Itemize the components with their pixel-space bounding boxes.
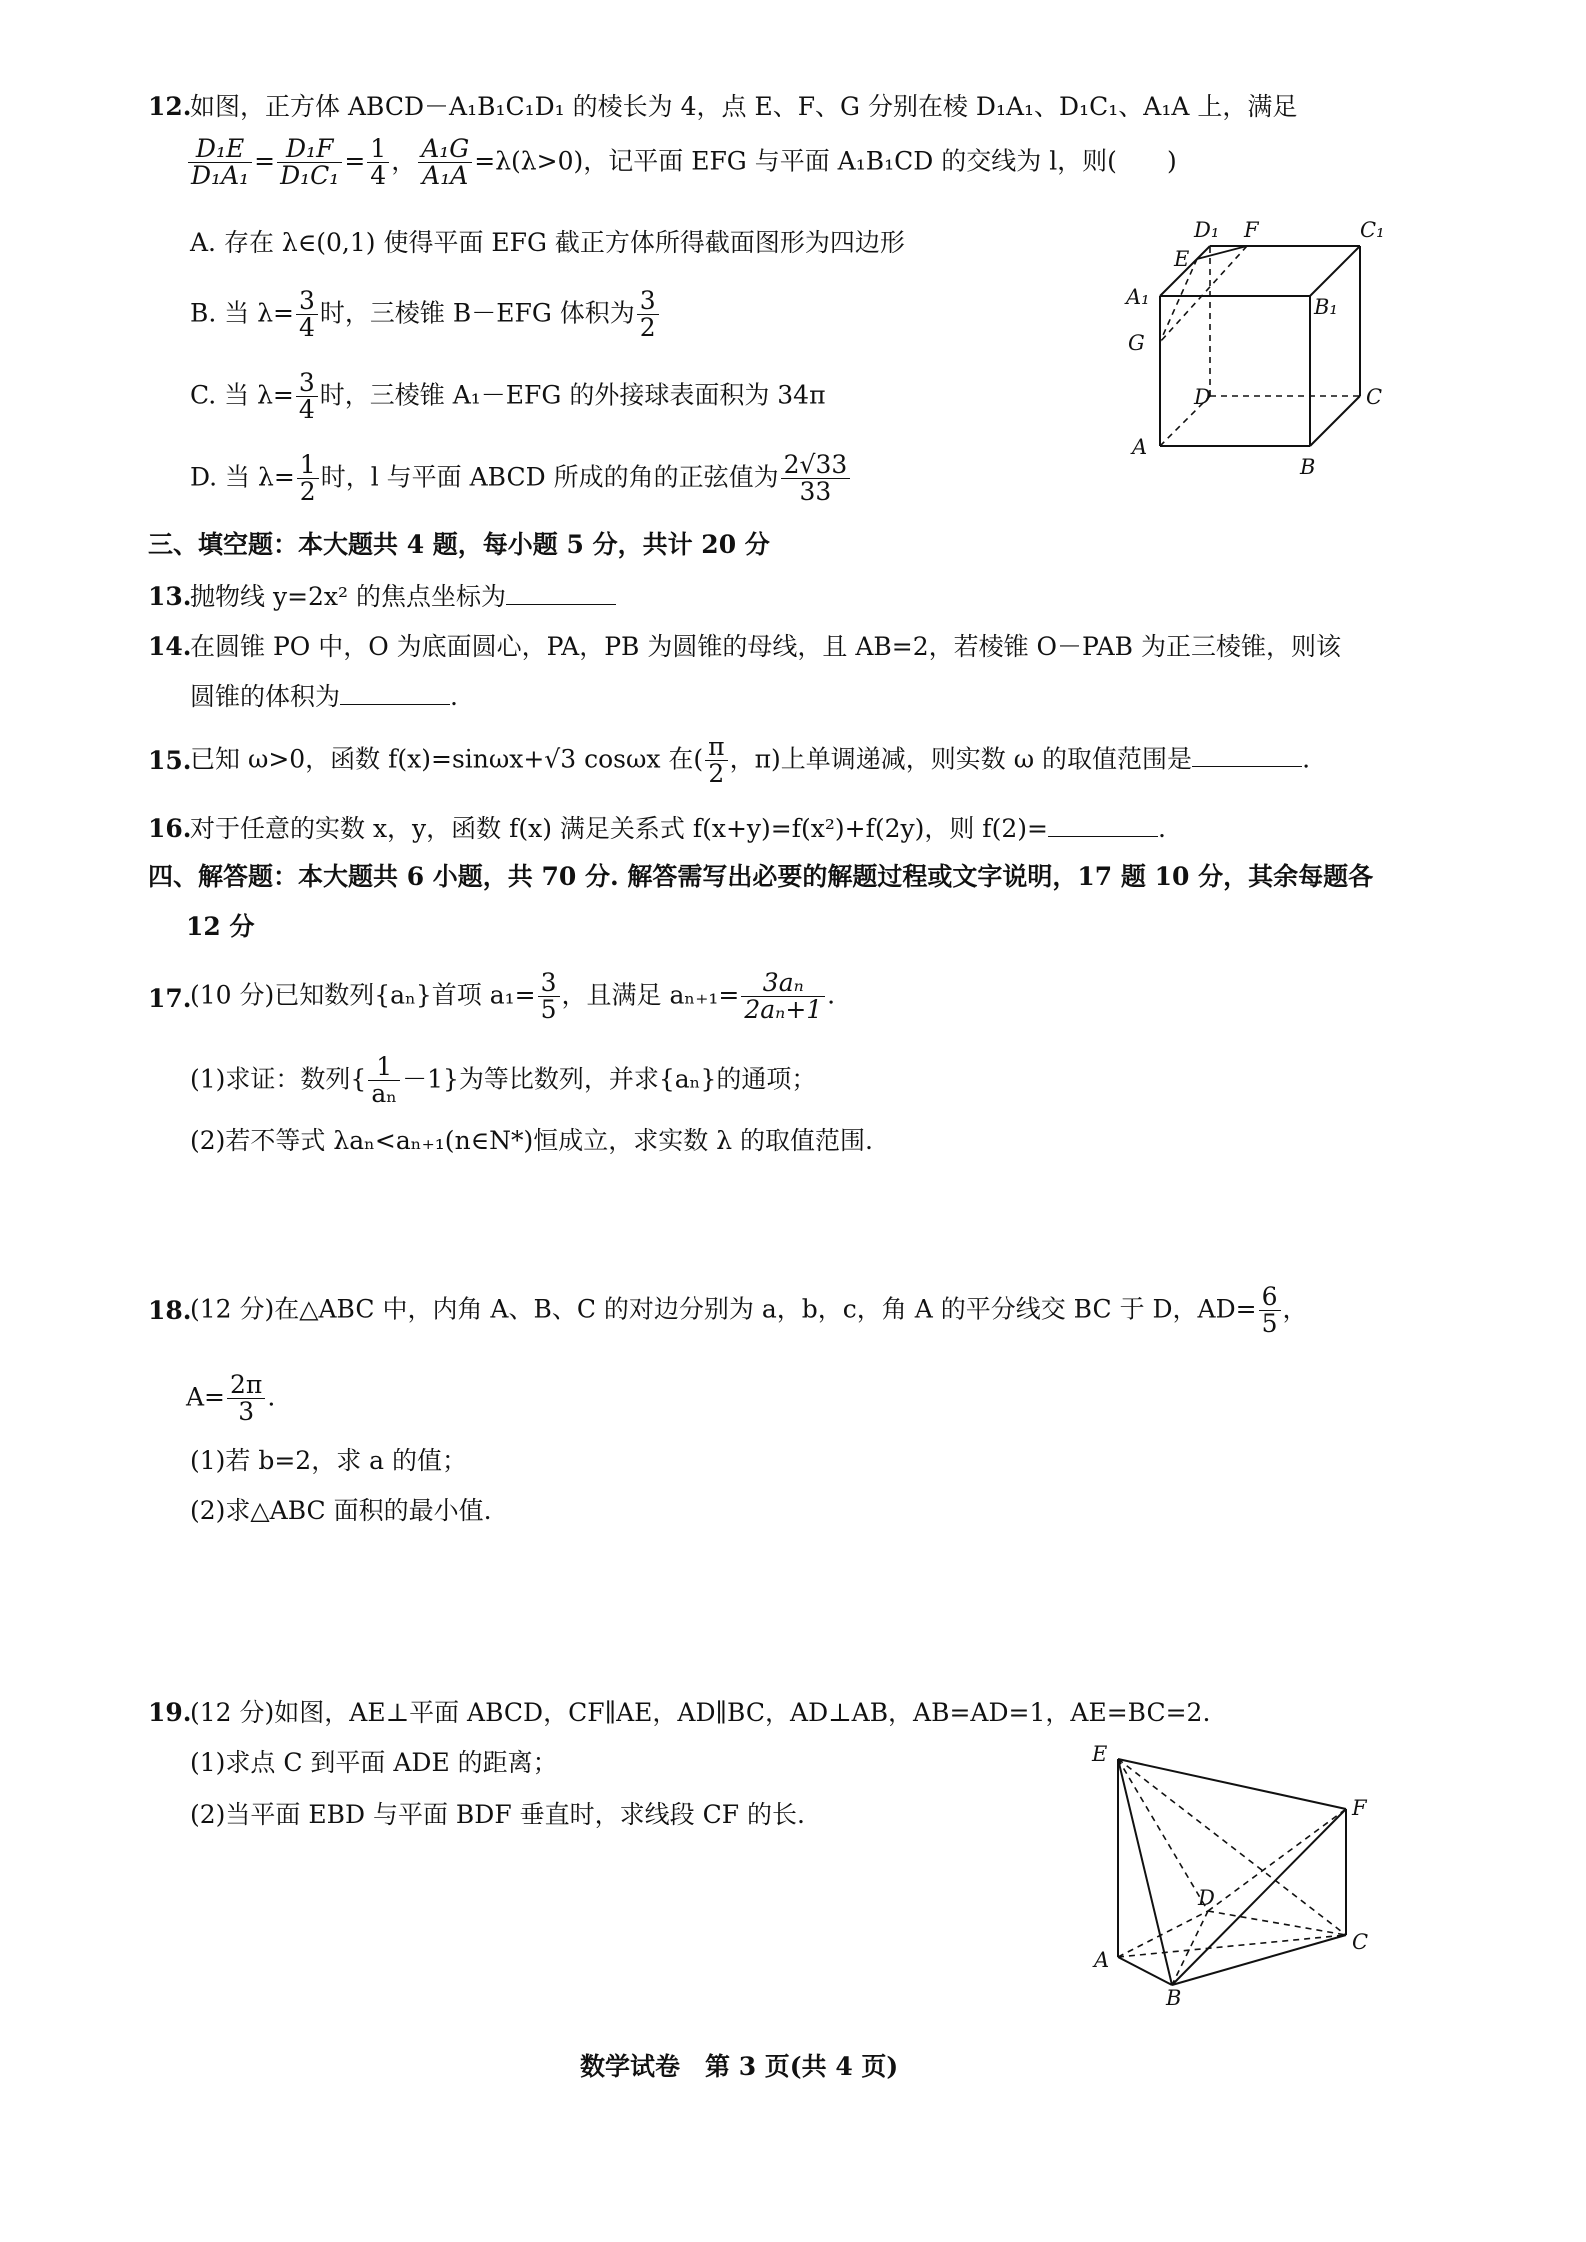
edge-bc xyxy=(1310,396,1360,446)
cube-label-a1: A₁ xyxy=(1126,285,1150,309)
cube-figure xyxy=(1120,210,1410,480)
cube-label-d1: D₁ xyxy=(1194,218,1220,242)
edge-b1c1 xyxy=(1310,246,1360,296)
hidden-edge-ed xyxy=(1118,1759,1208,1911)
figure-label-c: C xyxy=(1352,1930,1369,1954)
q18-part1: (1)若 b=2，求 a 的值； xyxy=(190,1446,468,1475)
q18-part2: (2)求△ABC 面积的最小值. xyxy=(190,1496,492,1525)
q19-part1: (1)求点 C 到平面 ADE 的距离； xyxy=(190,1748,558,1777)
q13-text: 抛物线 y=2x² 的焦点坐标为 xyxy=(190,582,616,612)
q14-number: 14. xyxy=(148,632,192,661)
q16-number: 16. xyxy=(148,814,192,843)
edge-ef xyxy=(1118,1759,1346,1809)
fraction-d1f-d1c1: $\frac{\text{D₁F}}{\text{D₁C₁}}$ xyxy=(277,136,342,190)
section-4-heading-line2: 12 分 xyxy=(186,912,255,941)
q14-line1: 在圆锥 PO 中，O 为底面圆心，PA，PB 为圆锥的母线，且 AB=2，若棱锥 O－PAB 为正三棱锥，则该 xyxy=(190,632,1341,661)
cube-label-e: E xyxy=(1174,247,1190,271)
section-3-heading: 三、填空题：本大题共 4 题，每小题 5 分，共计 20 分 xyxy=(148,530,770,559)
cube-label-c1: C₁ xyxy=(1360,218,1385,242)
edge-ab xyxy=(1118,1957,1172,1985)
page-footer: 数学试卷 第 3 页(共 4 页) xyxy=(580,2052,899,2081)
cube-label-b: B xyxy=(1300,455,1316,479)
q14-answer-blank xyxy=(340,682,450,705)
q16-answer-blank xyxy=(1048,814,1158,837)
q16-text: 对于任意的实数 x，y，函数 f(x) 满足关系式 f(x+y)=f(x²)+f(2y)，则 f(2)= . xyxy=(190,814,1166,843)
q14-line2: 圆锥的体积为 . xyxy=(190,682,458,711)
cube-label-g: G xyxy=(1128,331,1145,355)
q15-answer-blank xyxy=(1192,744,1302,767)
q13-number: 13. xyxy=(148,582,192,611)
section-4-heading-line1: 四、解答题：本大题共 6 小题，共 70 分. 解答需写出必要的解题过程或文字说明，17 题 10 分，其余每题各 xyxy=(148,862,1374,891)
hidden-edge-db xyxy=(1172,1911,1208,1985)
figure-label-b: B xyxy=(1166,1986,1182,2005)
q13-answer-blank xyxy=(506,582,616,605)
q19-stem: (12 分)如图，AE⊥平面 ABCD，CF∥AE，AD∥BC，AD⊥AB，AB=AD=1，AE=BC=2. xyxy=(190,1698,1211,1727)
q18-stem-line2: A= $\frac{2\pi}{3}$ . xyxy=(186,1370,276,1427)
q12-condition-rest: =λ(λ>0)，记平面 EFG 与平面 A₁B₁CD 的交线为 l，则( ) xyxy=(474,146,1177,176)
q12-option-b: B. 当 λ= $\frac{3}{4}$ 时，三棱锥 B－EFG 体积为 $\frac{3}{2}$ xyxy=(190,288,661,342)
figure-label-f: F xyxy=(1352,1796,1367,1820)
segment-eg xyxy=(1160,259,1197,342)
q12-option-c: C. 当 λ= $\frac{3}{4}$ 时，三棱锥 A₁－EFG 的外接球表面积为 34π xyxy=(190,368,826,425)
q17-part2: (2)若不等式 λaₙ<aₙ₊₁(n∈N*)恒成立，求实数 λ 的取值范围. xyxy=(190,1126,873,1155)
figure-label-e: E xyxy=(1092,1742,1108,1766)
q18-number: 18. xyxy=(148,1296,192,1325)
fraction-one-quarter: $\frac{1}{4}$ xyxy=(367,136,389,190)
figure-label-d: D xyxy=(1198,1886,1215,1910)
q19-number: 19. xyxy=(148,1698,192,1727)
hidden-edge-ec xyxy=(1118,1759,1346,1935)
q12-number: 12. xyxy=(148,92,192,121)
cube-label-c: C xyxy=(1366,385,1383,409)
q17-stem: (10 分)已知数列{aₙ}首项 a₁= $\frac{3}{5}$ ，且满足 aₙ₊₁= $\frac{\text{3aₙ}}{\text{2aₙ+1}}$ . xyxy=(190,968,836,1025)
cube-label-b1: B₁ xyxy=(1314,295,1338,319)
q12-condition: $\frac{\text{D₁E}}{\text{D₁A₁}}$ = $\frac{\text{D₁F}}{\text{D₁C₁}}$ = $\frac{1}{4}$ ， $\frac{\text{A₁G}}{\text{A₁A}}$ =λ(λ>0)，记平面 EFG 与平面 A₁B₁CD 的交线为 l，则( ) xyxy=(186,136,1177,190)
q12-option-d: D. 当 λ= $\frac{1}{2}$ 时，l 与平面 ABCD 所成的角的正弦值为 $\frac{2√33}{33}$ xyxy=(190,452,852,506)
hidden-edge-df xyxy=(1208,1809,1346,1911)
q19-part2: (2)当平面 EBD 与平面 BDF 垂直时，求线段 CF 的长. xyxy=(190,1800,805,1829)
q15-text: 已知 ω>0，函数 f(x)=sinωx+√3 cosωx 在( $\frac{\pi}{2}$ ，π)上单调递减，则实数 ω 的取值范围是 . xyxy=(190,732,1311,789)
q15-number: 15. xyxy=(148,746,192,775)
polyhedron-figure xyxy=(1080,1735,1380,2005)
cube-label-d: D xyxy=(1194,385,1211,409)
figure-label-a: A xyxy=(1094,1948,1110,1972)
hidden-edge-dc xyxy=(1208,1911,1346,1935)
cube-label-f: F xyxy=(1244,218,1259,242)
q12-option-a: A. 存在 λ∈(0,1) 使得平面 EFG 截正方体所得截面图形为四边形 xyxy=(190,228,905,257)
edge-eb xyxy=(1118,1759,1172,1985)
q12-stem-line1: 如图，正方体 ABCD－A₁B₁C₁D₁ 的棱长为 4，点 E、F、G 分别在棱 D₁A₁、D₁C₁、A₁A 上，满足 xyxy=(190,92,1298,121)
fraction-d1e-d1a1: $\frac{\text{D₁E}}{\text{D₁A₁}}$ xyxy=(188,136,252,190)
q17-part1: (1)求证：数列{ $\frac{1}{\text{aₙ}}$ －1}为等比数列，并求{aₙ}的通项； xyxy=(190,1052,817,1109)
cube-label-a: A xyxy=(1132,435,1148,459)
fraction-a1g-a1a: $\frac{\text{A₁G}}{\text{A₁A}}$ xyxy=(418,136,472,190)
q18-stem-line1: (12 分)在△ABC 中，内角 A、B、C 的对边分别为 a，b，c，角 A 的平分线交 BC 于 D，AD= $\frac{6}{5}$ ， xyxy=(190,1282,1308,1339)
hidden-edge-ac xyxy=(1118,1935,1346,1957)
q17-number: 17. xyxy=(148,984,192,1013)
